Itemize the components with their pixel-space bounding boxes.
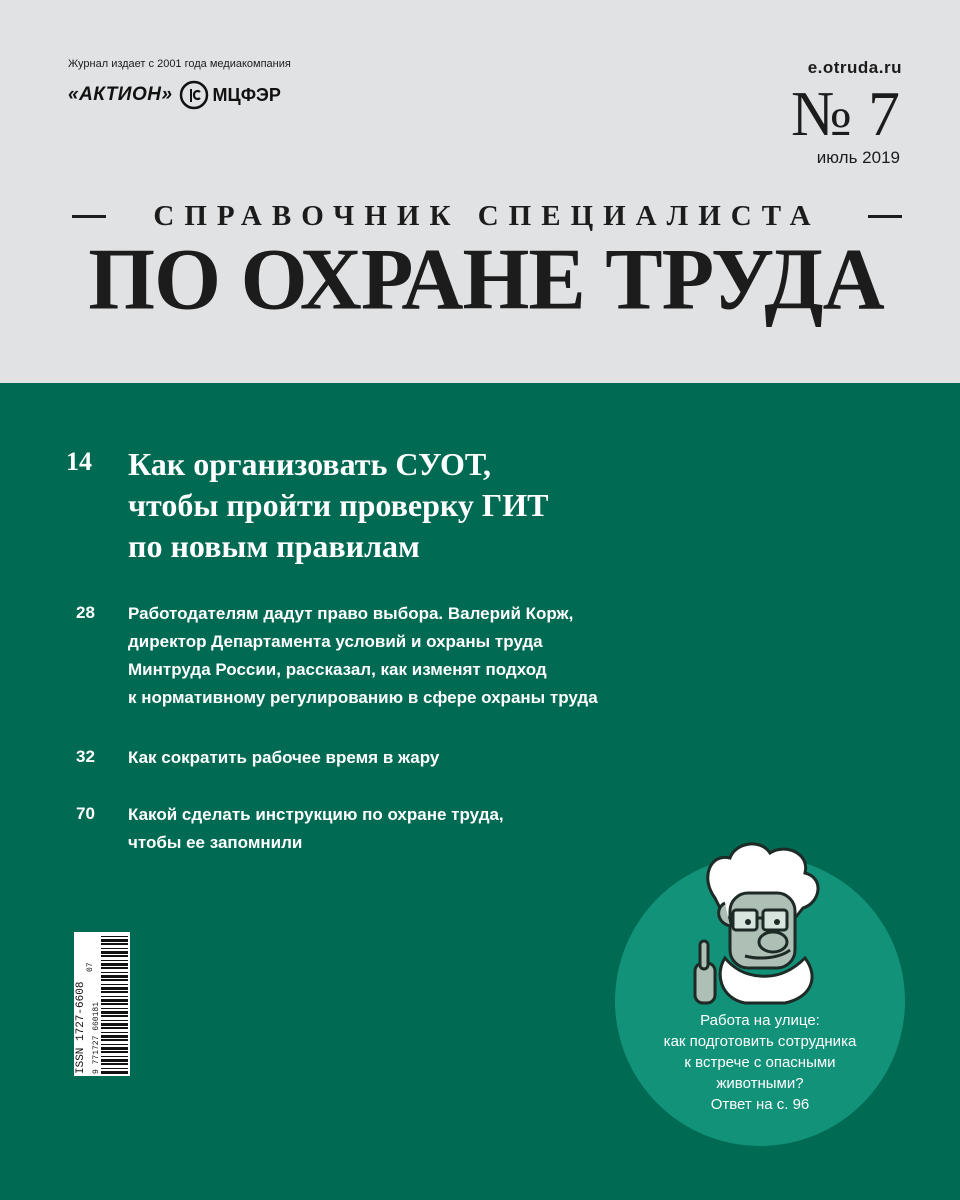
publisher-note: Журнал издает с 2001 года медиакомпания xyxy=(68,58,291,70)
barcode-bar xyxy=(101,1027,128,1029)
barcode-bar xyxy=(101,1071,128,1074)
promo-line: Работа на улице: xyxy=(700,1012,820,1029)
barcode-bar xyxy=(101,1003,128,1005)
barcode-bar xyxy=(101,1059,128,1062)
lead-line: Как организовать СУОТ, xyxy=(128,446,491,482)
barcode-bar xyxy=(101,991,128,993)
barcode-number: 9 771727 660181 xyxy=(92,1001,101,1074)
site-url: e.otruda.ru xyxy=(807,58,902,77)
article-line: Минтруда России, рассказал, как изменят подход xyxy=(128,660,547,679)
magazine-title: ПО ОХРАНЕ ТРУДА xyxy=(88,230,884,328)
article-page: 28 xyxy=(76,603,95,622)
article-line: Какой сделать инструкцию по охране труда, xyxy=(128,805,504,824)
promo-line: Ответ на с. 96 xyxy=(710,1096,810,1113)
barcode-bar xyxy=(101,987,128,990)
barcode-bar xyxy=(101,984,128,985)
barcode-bar xyxy=(101,979,128,981)
barcode-bar xyxy=(101,972,128,973)
barcode-bar xyxy=(101,1047,128,1050)
article-title xyxy=(128,801,688,857)
promo-text xyxy=(630,1010,890,1115)
issue-date: июль 2019 xyxy=(816,148,900,167)
article-line: к нормативному регулированию в сфере охраны труда xyxy=(128,688,598,707)
barcode-bar xyxy=(101,1023,128,1026)
article-line: чтобы ее запомнили xyxy=(128,833,303,852)
barcode-issue-code: 07 xyxy=(86,962,95,972)
barcode-bar xyxy=(101,1032,128,1033)
barcode-bar xyxy=(101,999,128,1002)
barcode-bar xyxy=(101,1008,128,1009)
article-page: 32 xyxy=(76,747,95,766)
barcode-bar xyxy=(101,1015,128,1017)
ic-logo-icon xyxy=(179,80,209,110)
barcode-bar xyxy=(101,996,128,997)
barcode-bar xyxy=(101,951,128,954)
lead-line: чтобы пройти проверку ГИТ xyxy=(128,487,549,523)
article-line: Как сократить рабочее время в жару xyxy=(128,748,440,767)
magazine-subtitle-row xyxy=(72,200,902,232)
barcode-bar xyxy=(101,1039,128,1041)
barcode xyxy=(74,932,130,1076)
barcode-bar xyxy=(101,936,128,937)
issue-number: № 7 xyxy=(790,78,900,149)
article-title xyxy=(128,600,688,712)
barcode-bar xyxy=(101,943,128,945)
barcode-issn: ISSN 1727-6608 xyxy=(75,981,87,1074)
lead-line: по новым правилам xyxy=(128,528,420,564)
barcode-bar xyxy=(101,1035,128,1038)
subtitle-dash-left xyxy=(72,215,106,218)
barcode-bar xyxy=(101,963,128,966)
barcode-bar xyxy=(101,1044,128,1045)
barcode-bar xyxy=(101,1056,128,1057)
barcode-bar xyxy=(101,960,128,961)
magazine-subtitle: СПРАВОЧНИК СПЕЦИАЛИСТА xyxy=(153,199,821,232)
barcode-bar xyxy=(101,1063,128,1065)
publisher-logos xyxy=(68,78,281,112)
barcode-bar xyxy=(101,939,128,942)
barcode-bar xyxy=(101,1011,128,1014)
scientist-mascot-icon xyxy=(685,838,835,1008)
barcode-bar xyxy=(101,975,128,978)
promo-line: как подготовить сотрудника xyxy=(663,1033,857,1050)
barcode-bar xyxy=(101,967,128,969)
article-title xyxy=(128,744,688,772)
promo-line: животными? xyxy=(716,1075,804,1092)
article-page: 70 xyxy=(76,804,95,823)
barcode-bar xyxy=(101,1068,128,1069)
lead-article-title xyxy=(128,444,648,567)
mcfer-logo: МЦФЭР xyxy=(212,84,281,105)
barcode-bar xyxy=(101,1020,128,1021)
barcode-bar xyxy=(101,948,128,949)
article-line: Работодателям дадут право выбора. Валерий Корж, xyxy=(128,604,574,623)
article-line: директор Департамента условий и охраны труда xyxy=(128,632,543,651)
barcode-bar xyxy=(101,1051,128,1053)
barcode-bar xyxy=(101,955,128,957)
aktion-logo: «АКТИОН» xyxy=(68,84,173,105)
lead-article-page: 14 xyxy=(66,447,92,476)
promo-line: к встрече с опасными xyxy=(684,1054,836,1071)
subtitle-dash-right xyxy=(868,215,902,218)
